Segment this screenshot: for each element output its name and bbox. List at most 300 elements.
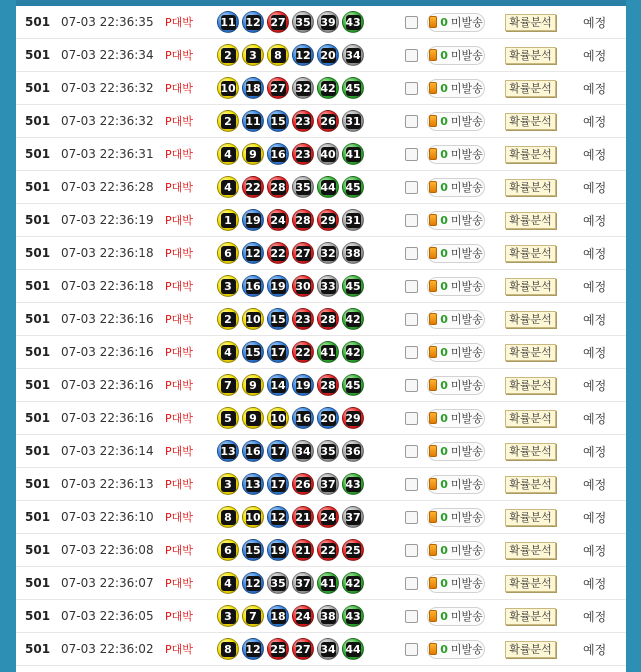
lotto-ball (267, 110, 289, 132)
timestamp: 07-03 22:36:31 (61, 147, 154, 161)
row-checkbox[interactable] (405, 82, 418, 95)
status-text: 예정 (583, 642, 607, 657)
result-row (16, 72, 626, 105)
lotto-ball (342, 605, 364, 627)
phone-icon (429, 247, 437, 259)
ball-number: 43 (345, 609, 361, 623)
result-row (16, 138, 626, 171)
lotto-ball (317, 341, 339, 363)
ball-number: 12 (245, 246, 261, 260)
ball-number: 25 (270, 642, 286, 656)
result-row (16, 171, 626, 204)
lotto-ball (292, 638, 314, 660)
lotto-ball (217, 11, 239, 33)
ball-number: 3 (246, 48, 261, 63)
lotto-ball (317, 209, 339, 231)
lotto-ball (317, 176, 339, 198)
row-checkbox[interactable] (405, 478, 418, 491)
timestamp: 07-03 22:36:08 (61, 543, 154, 557)
send-status-button[interactable] (427, 541, 485, 560)
result-row (16, 303, 626, 336)
send-status-button[interactable] (427, 409, 485, 428)
ball-number: 11 (245, 114, 261, 128)
ball-number: 17 (270, 477, 286, 491)
probability-analysis-button[interactable]: 확률분석 (505, 245, 556, 262)
phone-icon (429, 82, 437, 94)
lotto-ball (267, 473, 289, 495)
row-checkbox[interactable] (405, 445, 418, 458)
ball-number: 26 (295, 477, 311, 491)
status-text: 예정 (583, 609, 607, 624)
ball-number: 22 (245, 180, 261, 194)
p-label: P대박 (165, 379, 193, 392)
ball-number: 16 (295, 411, 311, 425)
ball-number: 3 (221, 609, 236, 624)
ball-number: 22 (270, 246, 286, 260)
ball-number: 16 (270, 147, 286, 161)
send-status-button[interactable] (427, 442, 485, 461)
round-number: 501 (25, 345, 51, 359)
lotto-ball (342, 275, 364, 297)
phone-icon (429, 16, 437, 28)
lotto-balls (217, 374, 364, 396)
ball-number: 29 (320, 213, 336, 227)
ball-number: 2 (221, 114, 236, 129)
status-text: 예정 (583, 48, 607, 63)
row-checkbox[interactable] (405, 511, 418, 524)
send-status-button[interactable] (427, 145, 485, 164)
send-count: 0 (440, 576, 448, 590)
result-row (16, 237, 626, 270)
lotto-ball (217, 407, 239, 429)
ball-number: 25 (345, 543, 361, 557)
ball-number: 30 (295, 279, 311, 293)
send-status-button[interactable] (427, 574, 485, 593)
lotto-ball (292, 341, 314, 363)
p-label: P대박 (165, 181, 193, 194)
p-label: P대박 (165, 412, 193, 425)
ball-number: 28 (320, 378, 336, 392)
ball-number: 35 (295, 15, 311, 29)
lotto-ball (317, 275, 339, 297)
p-label: P대박 (165, 214, 193, 227)
row-checkbox[interactable] (405, 379, 418, 392)
lotto-ball (292, 176, 314, 198)
lotto-balls (217, 638, 364, 660)
ball-number: 37 (345, 510, 361, 524)
row-checkbox[interactable] (405, 247, 418, 260)
lotto-balls (217, 605, 364, 627)
result-row (16, 633, 626, 666)
round-number: 501 (25, 510, 51, 524)
ball-number: 34 (320, 642, 336, 656)
ball-number: 6 (221, 246, 236, 261)
send-text: 미발송 (450, 511, 483, 524)
lotto-ball (242, 209, 264, 231)
phone-icon (429, 214, 437, 226)
timestamp: 07-03 22:36:34 (61, 48, 154, 62)
ball-number: 24 (270, 213, 286, 227)
timestamp: 07-03 22:36:16 (61, 312, 154, 326)
lotto-balls (217, 440, 364, 462)
lotto-ball (342, 407, 364, 429)
probability-analysis-button[interactable]: 확률분석 (505, 641, 556, 658)
send-count: 0 (440, 81, 448, 95)
lotto-balls (217, 176, 364, 198)
timestamp: 07-03 22:36:16 (61, 411, 154, 425)
probability-analysis-button[interactable]: 확률분석 (505, 14, 556, 31)
lotto-ball (317, 572, 339, 594)
lotto-ball (267, 440, 289, 462)
send-count: 0 (440, 114, 448, 128)
lotto-ball (242, 143, 264, 165)
ball-number: 28 (295, 213, 311, 227)
lotto-ball (267, 605, 289, 627)
status-text: 예정 (583, 576, 607, 591)
probability-analysis-button[interactable]: 확률분석 (505, 47, 556, 64)
row-checkbox[interactable] (405, 280, 418, 293)
timestamp: 07-03 22:36:28 (61, 180, 154, 194)
round-number: 501 (25, 246, 51, 260)
lotto-ball (217, 638, 239, 660)
ball-number: 26 (320, 114, 336, 128)
send-count: 0 (440, 411, 448, 425)
lotto-ball (242, 11, 264, 33)
phone-icon (429, 511, 437, 523)
timestamp: 07-03 22:36:02 (61, 642, 154, 656)
row-checkbox[interactable] (405, 577, 418, 590)
status-text: 예정 (583, 411, 607, 426)
timestamp: 07-03 22:36:19 (61, 213, 154, 227)
lotto-ball (242, 77, 264, 99)
lotto-balls (217, 209, 364, 231)
ball-number: 38 (345, 246, 361, 260)
lotto-ball (267, 77, 289, 99)
row-checkbox[interactable] (405, 214, 418, 227)
lotto-ball (292, 44, 314, 66)
probability-analysis-button[interactable]: 확률분석 (505, 476, 556, 493)
lotto-ball (217, 341, 239, 363)
lotto-ball (242, 44, 264, 66)
send-status-button[interactable] (427, 277, 485, 296)
send-status-button[interactable] (427, 376, 485, 395)
row-checkbox[interactable] (405, 544, 418, 557)
p-label: P대박 (165, 115, 193, 128)
p-label: P대박 (165, 346, 193, 359)
ball-number: 15 (270, 312, 286, 326)
timestamp: 07-03 22:36:35 (61, 15, 154, 29)
probability-analysis-button[interactable]: 확률분석 (505, 311, 556, 328)
probability-analysis-button[interactable]: 확률분석 (505, 179, 556, 196)
status-text: 예정 (583, 213, 607, 228)
lotto-ball (217, 110, 239, 132)
send-text: 미발송 (450, 643, 483, 656)
ball-number: 12 (245, 642, 261, 656)
send-status-button[interactable] (427, 178, 485, 197)
send-text: 미발송 (450, 379, 483, 392)
row-checkbox[interactable] (405, 16, 418, 29)
send-status-button[interactable] (427, 640, 485, 659)
lotto-ball (292, 473, 314, 495)
send-status-button[interactable] (427, 46, 485, 65)
lotto-balls (217, 572, 364, 594)
lotto-ball (217, 44, 239, 66)
lotto-ball (292, 308, 314, 330)
ball-number: 16 (245, 279, 261, 293)
lotto-ball (342, 110, 364, 132)
probability-analysis-button[interactable]: 확률분석 (505, 278, 556, 295)
ball-number: 20 (320, 48, 336, 62)
ball-number: 20 (320, 411, 336, 425)
ball-number: 27 (270, 15, 286, 29)
lotto-ball (242, 440, 264, 462)
ball-number: 45 (345, 180, 361, 194)
result-row (16, 369, 626, 402)
lotto-ball (342, 638, 364, 660)
send-count: 0 (440, 477, 448, 491)
send-status-button[interactable] (427, 508, 485, 527)
lotto-ball (267, 638, 289, 660)
timestamp: 07-03 22:36:16 (61, 378, 154, 392)
send-status-button[interactable] (427, 211, 485, 230)
status-text: 예정 (583, 444, 607, 459)
ball-number: 13 (245, 477, 261, 491)
lotto-ball (292, 440, 314, 462)
row-checkbox[interactable] (405, 643, 418, 656)
ball-number: 10 (270, 411, 286, 425)
lotto-ball (317, 110, 339, 132)
probability-analysis-button[interactable]: 확률분석 (505, 509, 556, 526)
lotto-balls (217, 110, 364, 132)
lotto-balls (217, 473, 364, 495)
ball-number: 35 (320, 444, 336, 458)
probability-analysis-button[interactable]: 확률분석 (505, 146, 556, 163)
send-text: 미발송 (450, 313, 483, 326)
lotto-balls (217, 77, 364, 99)
timestamp: 07-03 22:36:05 (61, 609, 154, 623)
round-number: 501 (25, 213, 51, 227)
lotto-ball (292, 506, 314, 528)
send-count: 0 (440, 213, 448, 227)
lotto-ball (342, 341, 364, 363)
lotto-ball (317, 638, 339, 660)
round-number: 501 (25, 15, 51, 29)
lotto-balls (217, 539, 364, 561)
round-number: 501 (25, 114, 51, 128)
probability-analysis-button[interactable]: 확률분석 (505, 344, 556, 361)
round-number: 501 (25, 642, 51, 656)
send-status-button[interactable] (427, 475, 485, 494)
probability-analysis-button[interactable]: 확률분석 (505, 377, 556, 394)
probability-analysis-button[interactable]: 확률분석 (505, 80, 556, 97)
ball-number: 3 (221, 279, 236, 294)
lotto-ball (342, 176, 364, 198)
lotto-ball (342, 242, 364, 264)
round-number: 501 (25, 609, 51, 623)
ball-number: 35 (270, 576, 286, 590)
ball-number: 10 (220, 81, 236, 95)
lotto-ball (217, 473, 239, 495)
lotto-ball (217, 308, 239, 330)
ball-number: 21 (295, 510, 311, 524)
ball-number: 19 (270, 279, 286, 293)
ball-number: 19 (245, 213, 261, 227)
lotto-ball (267, 539, 289, 561)
phone-icon (429, 412, 437, 424)
lotto-ball (342, 539, 364, 561)
round-number: 501 (25, 279, 51, 293)
status-text: 예정 (583, 477, 607, 492)
phone-icon (429, 115, 437, 127)
send-status-button[interactable] (427, 343, 485, 362)
phone-icon (429, 544, 437, 556)
row-checkbox[interactable] (405, 115, 418, 128)
ball-number: 4 (221, 345, 236, 360)
lotto-ball (267, 374, 289, 396)
send-count: 0 (440, 48, 448, 62)
lotto-ball (292, 110, 314, 132)
ball-number: 22 (320, 543, 336, 557)
lotto-ball (242, 374, 264, 396)
probability-analysis-button[interactable]: 확률분석 (505, 212, 556, 229)
send-status-button[interactable] (427, 13, 485, 32)
send-text: 미발송 (450, 214, 483, 227)
ball-number: 5 (221, 411, 236, 426)
ball-number: 2 (221, 48, 236, 63)
ball-number: 38 (320, 609, 336, 623)
send-text: 미발송 (450, 115, 483, 128)
probability-analysis-button[interactable]: 확률분석 (505, 575, 556, 592)
send-text: 미발송 (450, 445, 483, 458)
row-checkbox[interactable] (405, 148, 418, 161)
row-checkbox[interactable] (405, 346, 418, 359)
row-checkbox[interactable] (405, 49, 418, 62)
lotto-ball (342, 209, 364, 231)
phone-icon (429, 610, 437, 622)
ball-number: 33 (320, 279, 336, 293)
result-row (16, 336, 626, 369)
round-number: 501 (25, 477, 51, 491)
send-count: 0 (440, 312, 448, 326)
row-checkbox[interactable] (405, 181, 418, 194)
p-label: P대박 (165, 82, 193, 95)
ball-number: 23 (295, 147, 311, 161)
lotto-ball (292, 11, 314, 33)
p-label: P대박 (165, 544, 193, 557)
result-row (16, 6, 626, 39)
send-count: 0 (440, 444, 448, 458)
p-label: P대박 (165, 148, 193, 161)
probability-analysis-button[interactable]: 확률분석 (505, 608, 556, 625)
ball-number: 23 (295, 114, 311, 128)
phone-icon (429, 445, 437, 457)
probability-analysis-button[interactable]: 확률분석 (505, 113, 556, 130)
send-status-button[interactable] (427, 310, 485, 329)
lotto-ball (217, 176, 239, 198)
phone-icon (429, 577, 437, 589)
ball-number: 15 (245, 345, 261, 359)
lotto-ball (317, 308, 339, 330)
phone-icon (429, 478, 437, 490)
lotto-balls (217, 242, 364, 264)
send-text: 미발송 (450, 412, 483, 425)
lotto-ball (242, 638, 264, 660)
ball-number: 42 (320, 81, 336, 95)
status-text: 예정 (583, 345, 607, 360)
ball-number: 10 (245, 312, 261, 326)
p-label: P대박 (165, 445, 193, 458)
send-status-button[interactable] (427, 112, 485, 131)
ball-number: 35 (295, 180, 311, 194)
result-row (16, 501, 626, 534)
results-list (16, 6, 626, 666)
probability-analysis-button[interactable]: 확률분석 (505, 410, 556, 427)
status-text: 예정 (583, 114, 607, 129)
row-checkbox[interactable] (405, 610, 418, 623)
send-status-button[interactable] (427, 244, 485, 263)
ball-number: 24 (295, 609, 311, 623)
status-text: 예정 (583, 378, 607, 393)
ball-number: 41 (320, 576, 336, 590)
p-label: P대박 (165, 478, 193, 491)
lotto-balls (217, 275, 364, 297)
lotto-ball (292, 275, 314, 297)
ball-number: 40 (320, 147, 336, 161)
ball-number: 19 (270, 543, 286, 557)
lotto-balls (217, 308, 364, 330)
lotto-ball (267, 275, 289, 297)
lotto-ball (342, 473, 364, 495)
ball-number: 9 (246, 411, 261, 426)
ball-number: 19 (295, 378, 311, 392)
ball-number: 32 (320, 246, 336, 260)
phone-icon (429, 379, 437, 391)
ball-number: 42 (345, 312, 361, 326)
results-panel (16, 0, 626, 672)
row-checkbox[interactable] (405, 412, 418, 425)
row-checkbox[interactable] (405, 313, 418, 326)
send-status-button[interactable] (427, 79, 485, 98)
ball-number: 27 (295, 642, 311, 656)
send-count: 0 (440, 510, 448, 524)
lotto-ball (217, 374, 239, 396)
p-label: P대박 (165, 643, 193, 656)
send-text: 미발송 (450, 16, 483, 29)
ball-number: 44 (345, 642, 361, 656)
round-number: 501 (25, 81, 51, 95)
ball-number: 13 (220, 444, 236, 458)
probability-analysis-button[interactable]: 확률분석 (505, 542, 556, 559)
lotto-ball (342, 506, 364, 528)
lotto-ball (317, 242, 339, 264)
ball-number: 37 (295, 576, 311, 590)
ball-number: 12 (245, 15, 261, 29)
ball-number: 29 (345, 411, 361, 425)
result-row (16, 468, 626, 501)
round-number: 501 (25, 378, 51, 392)
ball-number: 18 (270, 609, 286, 623)
phone-icon (429, 49, 437, 61)
ball-number: 7 (246, 609, 261, 624)
lotto-balls (217, 44, 364, 66)
send-status-button[interactable] (427, 607, 485, 626)
ball-number: 6 (221, 543, 236, 558)
timestamp: 07-03 22:36:16 (61, 345, 154, 359)
probability-analysis-button[interactable]: 확률분석 (505, 443, 556, 460)
lotto-ball (242, 605, 264, 627)
ball-number: 8 (221, 642, 236, 657)
timestamp: 07-03 22:36:18 (61, 246, 154, 260)
